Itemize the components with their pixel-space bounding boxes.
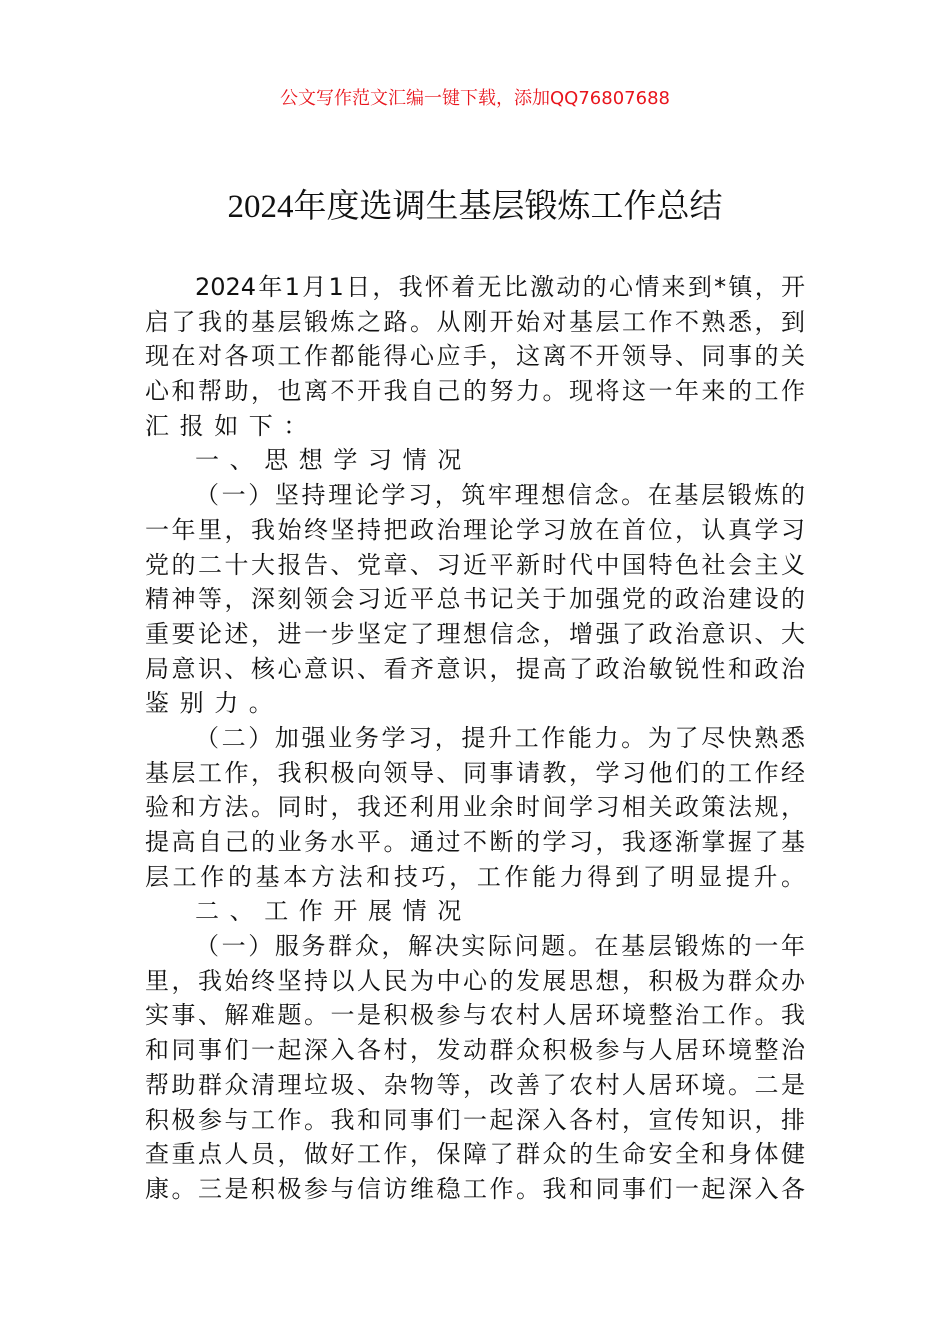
text-line: 2024年1月1日，我怀着无比激动的心情来到*镇，开 [195, 273, 805, 301]
text-line: 一、思想学习情况 [195, 446, 472, 475]
document-title: 2024年度选调生基层锻炼工作总结 [227, 189, 723, 225]
text-line: 提高自己的业务水平。通过不断的学习，我逐渐掌握了基 [145, 828, 805, 856]
text-line: 实事、解难题。一是积极参与农村人居环境整治工作。我 [145, 1001, 805, 1030]
paragraph [145, 929, 805, 1207]
text-line: 现在对各项工作都能得心应手，这离不开领导、同事的关 [145, 342, 805, 371]
text-line: 查重点人员，做好工作，保障了群众的生命安全和身体健 [145, 1140, 805, 1169]
text-line: 心和帮助，也离不开我自己的努力。现将这一年来的工作 [145, 377, 805, 406]
text-line: 局意识、核心意识、看齐意识，提高了政治敏锐性和政治 [145, 654, 805, 683]
text-line: 一年里，我始终坚持把政治理论学习放在首位，认真学习 [145, 515, 805, 544]
section-heading [145, 443, 805, 478]
text-line: （二）加强业务学习，提升工作能力。为了尽快熟悉 [195, 723, 805, 752]
paragraph [145, 721, 805, 894]
text-line: 重要论述，进一步坚定了理想信念，增强了政治意识、大 [145, 619, 805, 648]
paragraph [145, 478, 805, 721]
text-line: 基层工作，我积极向领导、同事请教，学习他们的工作经 [145, 758, 805, 787]
text-line: 康。三是积极参与信访维稳工作。我和同事们一起深入各 [145, 1174, 805, 1203]
text-line: 二、工作开展情况 [195, 897, 472, 926]
text-line: （一）服务群众，解决实际问题。在基层锻炼的一年 [195, 932, 805, 961]
text-line: 鉴别力。 [145, 689, 284, 718]
document-body [145, 270, 805, 1207]
text-line: 验和方法。同时，我还利用业余时间学习相关政策法规， [145, 793, 805, 822]
download-watermark-header: 公文写作范文汇编一键下载，添加QQ76807688 [280, 88, 670, 109]
text-line: 启了我的基层锻炼之路。从刚开始对基层工作不熟悉，到 [145, 307, 805, 336]
text-line: 积极参与工作。我和同事们一起深入各村，宣传知识，排 [145, 1105, 805, 1134]
text-line: 汇报如下： [145, 411, 318, 440]
section-heading [145, 894, 805, 929]
text-line: 帮助群众清理垃圾、杂物等，改善了农村人居环境。二是 [145, 1070, 805, 1099]
paragraph [145, 270, 805, 443]
text-line: 层工作的基本方法和技巧，工作能力得到了明显提升。 [145, 862, 805, 891]
text-line: （一）坚持理论学习，筑牢理想信念。在基层锻炼的 [195, 481, 805, 510]
text-line: 党的二十大报告、党章、习近平新时代中国特色社会主义 [145, 550, 805, 579]
text-line: 里，我始终坚持以人民为中心的发展思想，积极为群众办 [145, 966, 805, 995]
text-line: 和同事们一起深入各村，发动群众积极参与人居环境整治 [145, 1036, 805, 1065]
text-line: 精神等，深刻领会习近平总书记关于加强党的政治建设的 [145, 585, 805, 614]
